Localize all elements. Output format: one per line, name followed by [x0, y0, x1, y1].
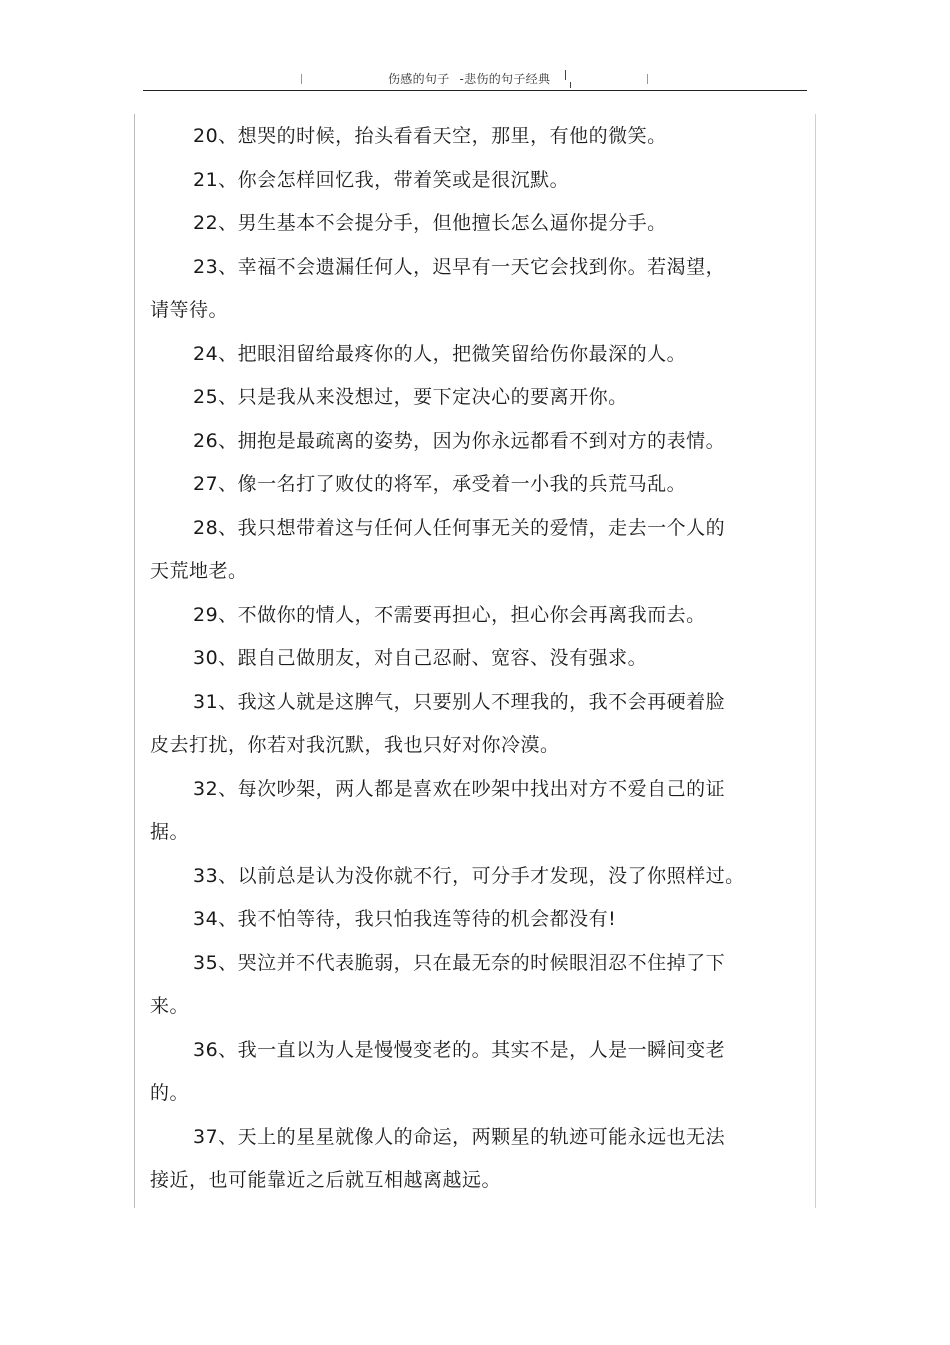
sentence-line: 37、天上的星星就像人的命运，两颗星的轨迹可能永远也无法 [193, 1125, 726, 1148]
header-tick-mark [301, 74, 302, 84]
document-body [150, 115, 770, 1203]
sentence-line: 27、像一名打了败仗的将军，承受着一小我的兵荒马乱。 [193, 473, 687, 495]
sentence-line: 28、我只想带着这与任何人任何事无关的爱情，走去一个人的 [193, 516, 726, 539]
sentence-line: 30、跟自己做朋友，对自己忍耐、宽容、没有强求。 [193, 647, 648, 669]
sentence-line: 25、只是我从来没想过，要下定决心的要离开你。 [193, 386, 628, 408]
page-header [0, 62, 950, 92]
sentence-line: 36、我一直以为人是慢慢变老的。其实不是，人是一瞬间变老 [193, 1038, 726, 1061]
sentence-line: 24、把眼泪留给最疼你的人，把微笑留给伤你最深的人。 [193, 342, 687, 365]
header-tick-mark [570, 82, 571, 88]
right-margin-line [815, 114, 816, 1208]
header-tick-mark [565, 70, 566, 80]
sentence-continuation-line: 请等待。 [150, 299, 229, 321]
sentence-line: 21、你会怎样回忆我，带着笑或是很沉默。 [193, 168, 570, 191]
sentence-line: 26、拥抱是最疏离的姿势，因为你永远都看不到对方的表情。 [193, 429, 726, 452]
sentence-line: 23、幸福不会遗漏任何人，迟早有一天它会找到你。若渴望， [193, 255, 726, 278]
sentence-continuation-line: 天荒地老。 [150, 560, 248, 582]
sentence-line: 33、以前总是认为没你就不行，可分手才发现，没了你照样过。 [193, 864, 745, 887]
sentence-line: 31、我这人就是这脾气，只要别人不理我的，我不会再硬着脸 [193, 690, 726, 713]
sentence-continuation-line: 接近，也可能靠近之后就互相越离越远。 [150, 1169, 502, 1191]
page-title-main: 伤感的句子 [388, 72, 450, 86]
header-divider [143, 90, 807, 91]
sentence-line: 22、男生基本不会提分手，但他擅长怎么逼你提分手。 [193, 212, 667, 234]
sentence-continuation-line: 的。 [150, 1082, 190, 1104]
sentence-line: 29、不做你的情人，不需要再担心，担心你会再离我而去。 [193, 603, 706, 626]
sentence-line: 20、想哭的时候，抬头看看天空，那里，有他的微笑。 [193, 125, 667, 147]
sentence-continuation-line: 来。 [150, 995, 190, 1017]
sentence-line: 35、哭泣并不代表脆弱，只在最无奈的时候眼泪忍不住掉了下 [193, 951, 726, 974]
sentence-continuation-line: 据。 [150, 821, 190, 843]
sentence-continuation-line: 皮去打扰，你若对我沉默，我也只好对你冷漠。 [150, 734, 560, 756]
page-title-sub: -悲伤的句子经典 [459, 72, 551, 86]
left-margin-line [134, 114, 135, 1208]
sentence-line: 32、每次吵架，两人都是喜欢在吵架中找出对方不爱自己的证 [193, 777, 726, 800]
sentence-line: 34、我不怕等待，我只怕我连等待的机会都没有! [193, 908, 617, 930]
page-title [388, 70, 550, 87]
header-tick-mark [647, 74, 648, 84]
